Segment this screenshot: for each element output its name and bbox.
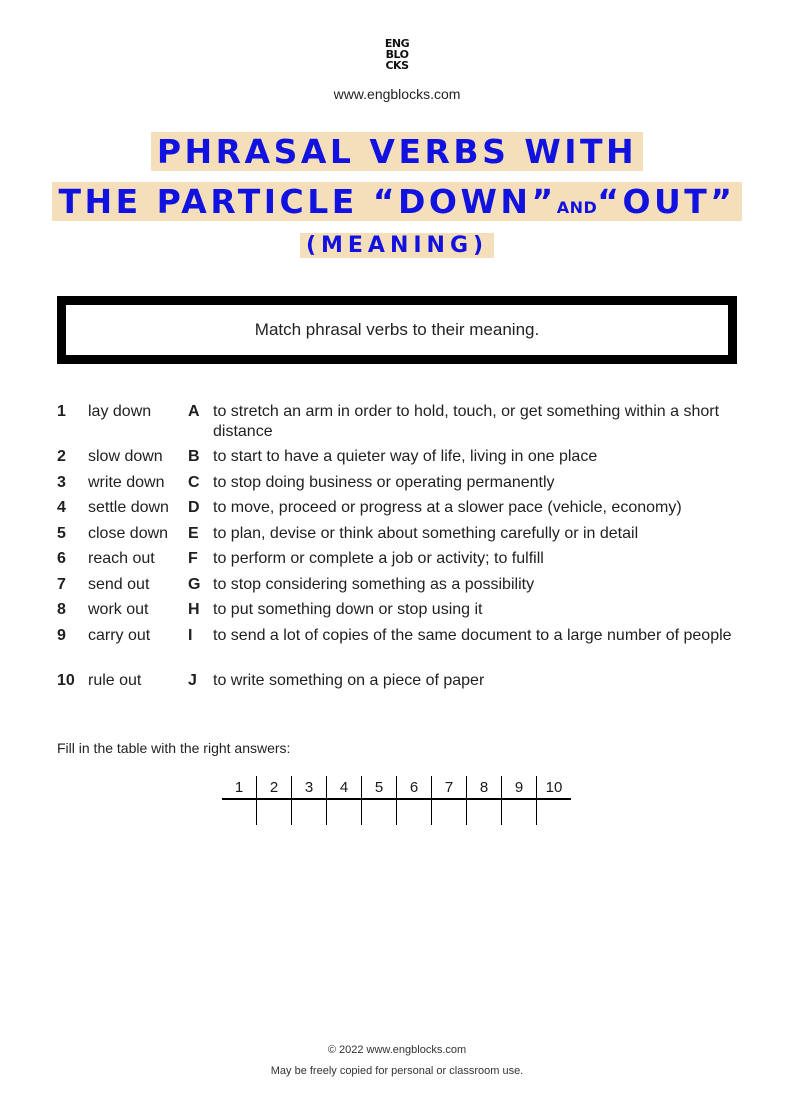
answer-cell[interactable]	[327, 799, 362, 825]
phrasal-verb: work out	[88, 601, 149, 618]
answer-cell[interactable]	[292, 799, 327, 825]
meaning-text: to put something down or stop using it	[213, 601, 483, 618]
meaning-text: to stop doing business or operating permanently	[213, 474, 555, 491]
title-text-1: PHRASAL VERBS WITH	[151, 132, 643, 171]
meaning-letter: C	[188, 474, 200, 491]
phrasal-verb: close down	[88, 525, 169, 542]
answer-header-cell: 10	[537, 776, 572, 799]
logo-line: BLO	[385, 48, 409, 61]
phrasal-verb: slow down	[88, 448, 163, 465]
answer-cell[interactable]	[397, 799, 432, 825]
answer-cell[interactable]	[257, 799, 292, 825]
title-out: “OUT”	[597, 182, 736, 221]
engblocks-logo	[381, 38, 413, 71]
title-line-3	[0, 233, 794, 258]
site-url: www.engblocks.com	[333, 86, 461, 102]
answer-header-row	[222, 776, 571, 799]
phrasal-verb: reach out	[88, 550, 155, 567]
item-number: 4	[57, 499, 66, 516]
footer-note: May be freely copied for personal or classroom use.	[270, 1065, 524, 1077]
meaning-text: to perform or complete a job or activity; to fulfill	[213, 550, 544, 567]
meaning-letter: J	[188, 672, 197, 689]
phrasal-verb: settle down	[88, 499, 169, 516]
item-number: 8	[57, 601, 66, 618]
meaning-text: to stretch an arm in order to hold, touch, or get something within a short distance	[213, 403, 720, 440]
meaning-text: to write something on a piece of paper	[213, 672, 485, 689]
answer-cell[interactable]	[502, 799, 537, 825]
item-number: 10	[57, 672, 75, 689]
meaning-letter: A	[188, 403, 200, 420]
answer-header-cell: 2	[257, 776, 292, 799]
meaning-letter: G	[188, 576, 201, 593]
answer-input-row	[222, 799, 571, 825]
meaning-text: to plan, devise or think about something carefully or in detail	[213, 525, 639, 542]
meaning-letter: F	[188, 550, 198, 567]
phrasal-verb: send out	[88, 576, 150, 593]
answer-header-cell: 5	[362, 776, 397, 799]
title-and: AND	[556, 198, 598, 217]
answer-header-cell: 8	[467, 776, 502, 799]
meaning-letter: I	[188, 627, 193, 644]
meaning-letter: E	[188, 525, 199, 542]
meaning-letter: B	[188, 448, 200, 465]
answer-cell[interactable]	[432, 799, 467, 825]
item-number: 2	[57, 448, 66, 465]
answer-cell[interactable]	[362, 799, 397, 825]
item-number: 7	[57, 576, 66, 593]
item-number: 5	[57, 525, 66, 542]
phrasal-verb: write down	[88, 474, 165, 491]
instruction-text: Match phrasal verbs to their meaning.	[254, 320, 540, 339]
answer-header-cell: 7	[432, 776, 467, 799]
item-number: 3	[57, 474, 66, 491]
item-number: 6	[57, 550, 66, 567]
phrasal-verb: rule out	[88, 672, 142, 689]
phrasal-verb: lay down	[88, 403, 152, 420]
item-number: 1	[57, 403, 66, 420]
item-number: 9	[57, 627, 66, 644]
answer-header-cell: 1	[222, 776, 257, 799]
answer-header-cell: 4	[327, 776, 362, 799]
logo-line: ENG	[384, 37, 410, 50]
meaning-letter: D	[188, 499, 200, 516]
title-text-3: (MEANING)	[300, 233, 494, 258]
meaning-text: to send a lot of copies of the same document to a large number of people	[213, 627, 732, 644]
answer-header-cell: 9	[502, 776, 537, 799]
meaning-text: to start to have a quieter way of life, living in one place	[213, 448, 598, 465]
answer-table	[222, 776, 571, 825]
meaning-text: to move, proceed or progress at a slower pace (vehicle, economy)	[213, 499, 682, 516]
title-line-2	[0, 182, 794, 221]
answer-header-cell: 3	[292, 776, 327, 799]
phrasal-verb: carry out	[88, 627, 151, 644]
fill-instruction: Fill in the table with the right answers:	[57, 740, 291, 756]
instruction-box	[57, 296, 737, 364]
answer-cell[interactable]	[467, 799, 502, 825]
meaning-text: to stop considering something as a possibility	[213, 576, 535, 593]
title-text-2	[52, 182, 741, 221]
answer-header-cell: 6	[397, 776, 432, 799]
answer-cell[interactable]	[222, 799, 257, 825]
logo-line: CKS	[385, 59, 409, 72]
title-line-1	[0, 132, 794, 171]
meaning-letter: H	[188, 601, 200, 618]
title-down: THE PARTICLE “DOWN”	[58, 182, 557, 221]
footer-copyright: © 2022 www.engblocks.com	[327, 1044, 467, 1056]
answer-cell[interactable]	[537, 799, 572, 825]
